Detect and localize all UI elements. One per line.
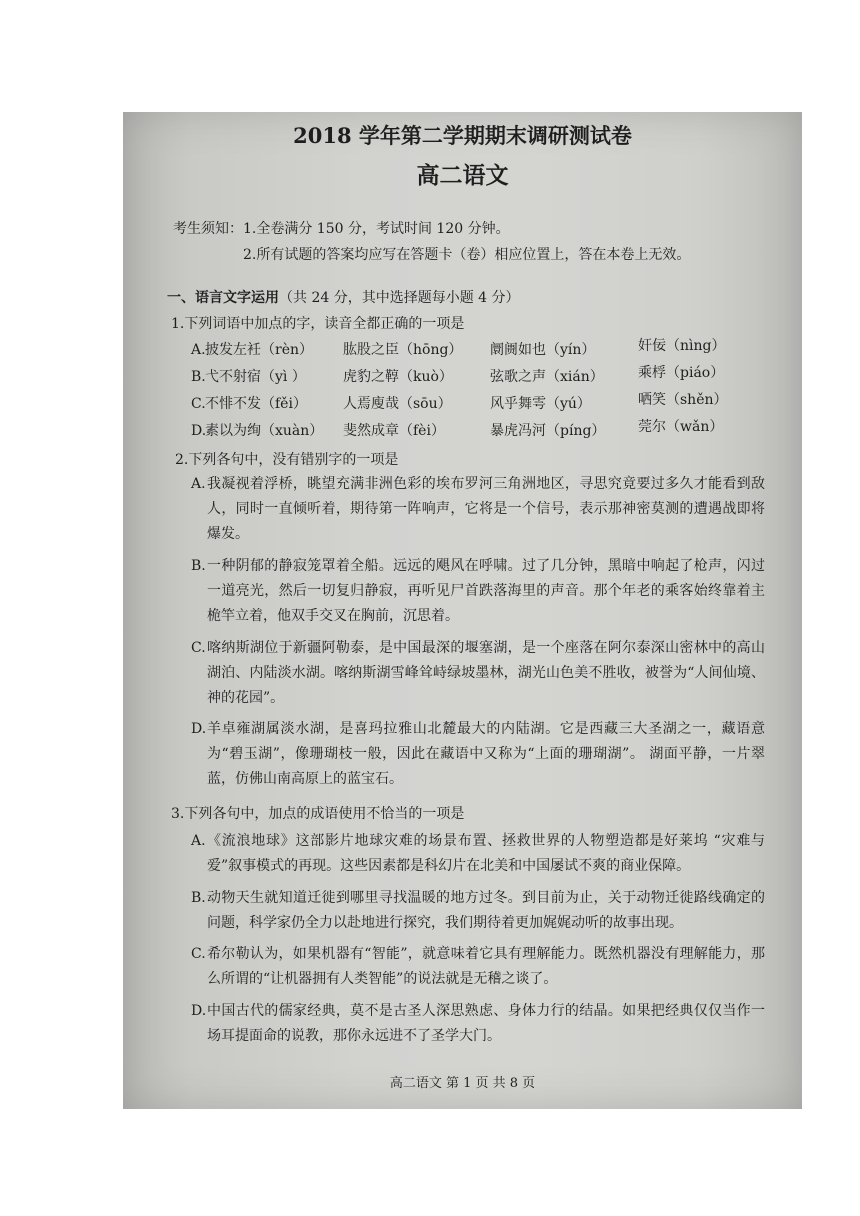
- option-label: A.: [191, 476, 206, 492]
- option-item: 暴虎冯河（píng）: [490, 423, 606, 439]
- option-item: 奸佞（nìng）: [638, 338, 726, 354]
- section-title: 一、语言文字运用: [167, 290, 279, 306]
- option-item: 不悱不发（fěi）: [205, 396, 307, 412]
- option-label: C.: [191, 396, 206, 412]
- question-2-option-c: [191, 636, 765, 711]
- section-note: （共 24 分，其中选择题每小题 4 分）: [279, 290, 520, 306]
- option-item: 弋不射宿（yì ）: [205, 369, 306, 385]
- exam-title: 2018 学年第二学期期末调研测试卷: [293, 123, 632, 148]
- option-item: 人焉廋哉（sōu）: [343, 396, 452, 412]
- option-item: 斐然成章（fèi）: [343, 423, 445, 439]
- notice-item-1: 1.全卷满分 150 分，考试时间 120 分钟。: [243, 221, 510, 237]
- option-label: D.: [191, 1003, 207, 1019]
- option-item: 乘桴（piáo）: [638, 365, 725, 381]
- option-text: 《流浪地球》这部影片地球灾难的场景布置、拯救世界的人物塑造都是好莱坞 “灾难与爱”叙事模式的再现。这些因素都是科幻片在北美和中国屡试不爽的商业保障。: [207, 833, 765, 874]
- question-3-option-d: [191, 999, 765, 1049]
- section-heading: [167, 289, 520, 307]
- option-text: 希尔勒认为，如果机器有“智能”，就意味着它具有理解能力。既然机器没有理解能力，那么所谓的“让机器拥有人类智能”的说法就是无稽之谈了。: [207, 946, 765, 987]
- option-item: 素以为绚（xuàn）: [205, 423, 324, 439]
- option-item: 风乎舞雩（yú）: [490, 396, 591, 412]
- option-label: B.: [191, 558, 206, 574]
- option-item: 莞尔（wǎn）: [638, 419, 724, 435]
- question-3-option-b: [191, 886, 765, 936]
- notice-label: 考生须知：: [173, 221, 243, 237]
- option-label: D.: [191, 423, 207, 439]
- option-label: B.: [191, 890, 206, 906]
- option-item: 披发左衽（rèn）: [205, 342, 313, 358]
- option-label: D.: [191, 721, 207, 737]
- notice-line-1: [173, 220, 510, 238]
- question-2-option-b: [191, 554, 765, 629]
- option-text: 中国古代的儒家经典，莫不是古圣人深思熟虑、身体力行的结晶。如果把经典仅仅当作一场耳提面命的说教，那你永远进不了圣学大门。: [207, 1003, 765, 1044]
- option-item: 哂笑（shěn）: [638, 392, 728, 408]
- question-3-stem: 3.下列各句中，加点的成语使用不恰当的一项是: [171, 806, 465, 822]
- question-2-option-d: [191, 717, 765, 792]
- option-text: 动物天生就知道迁徙到哪里寻找温暖的地方过冬。到目前为止，关于动物迁徙路线确定的问题，科学家仍全力以赴地进行探究，我们期待着更加娓娓动听的故事出现。: [207, 890, 765, 931]
- option-label: A.: [191, 833, 206, 849]
- option-label: C.: [191, 946, 206, 962]
- question-3-option-a: [191, 829, 765, 879]
- question-1-stem: 1.下列词语中加点的字，读音全都正确的一项是: [171, 316, 465, 332]
- option-text: 喀纳斯湖位于新疆阿勒泰，是中国最深的堰塞湖，是一个座落在阿尔泰深山密林中的高山湖泊、内陆淡水湖。喀纳斯湖雪峰耸峙绿坡墨林，湖光山色美不胜收，被誉为“人间仙境、神的花园”。: [207, 640, 765, 706]
- option-text: 一种阴郁的静寂笼罩着全船。远远的飓风在呼啸。过了几分钟，黑暗中响起了枪声，闪过一道亮光，然后一切复归静寂，再听见尸首跌落海里的声音。那个年老的乘客始终靠着主桅竿立着，他双手交叉在胸前，沉思着。: [207, 558, 765, 624]
- option-item: 虎豹之鞟（kuò）: [343, 369, 453, 385]
- option-item: 阛阓如也（yín）: [490, 342, 596, 358]
- option-item: 弦歌之声（xián）: [490, 369, 604, 385]
- question-3-option-c: [191, 942, 765, 992]
- exam-subject: 高二语文: [416, 162, 509, 189]
- question-2-stem: 2.下列各句中，没有错别字的一项是: [175, 452, 399, 468]
- notice-item-2: 2.所有试题的答案均应写在答题卡（卷）相应位置上，答在本卷上无效。: [243, 247, 691, 263]
- option-text: 我凝视着浮桥，眺望充满非洲色彩的埃布罗河三角洲地区，寻思究竟要过多久才能看到敌人，同时一直倾听着，期待第一阵响声，它将是一个信号，表示那神密莫测的遭遇战即将爆发。: [207, 476, 765, 542]
- option-text: 羊卓雍湖属淡水湖，是喜玛拉雅山北麓最大的内陆湖。它是西藏三大圣湖之一，藏语意为“碧玉湖”，像珊瑚枝一般，因此在藏语中又称为“上面的珊瑚湖”。 湖面平静，一片翠蓝，仿佛山南高原上的蓝宝石。: [207, 721, 765, 787]
- question-2-option-a: [191, 472, 765, 547]
- option-label: C.: [191, 640, 206, 656]
- exam-page-photo: [123, 112, 802, 1109]
- page-footer: 高二语文 第 1 页 共 8 页: [389, 1076, 536, 1091]
- option-label: A.: [191, 342, 206, 358]
- option-label: B.: [191, 369, 206, 385]
- option-item: 肱股之臣（hōng）: [343, 342, 463, 358]
